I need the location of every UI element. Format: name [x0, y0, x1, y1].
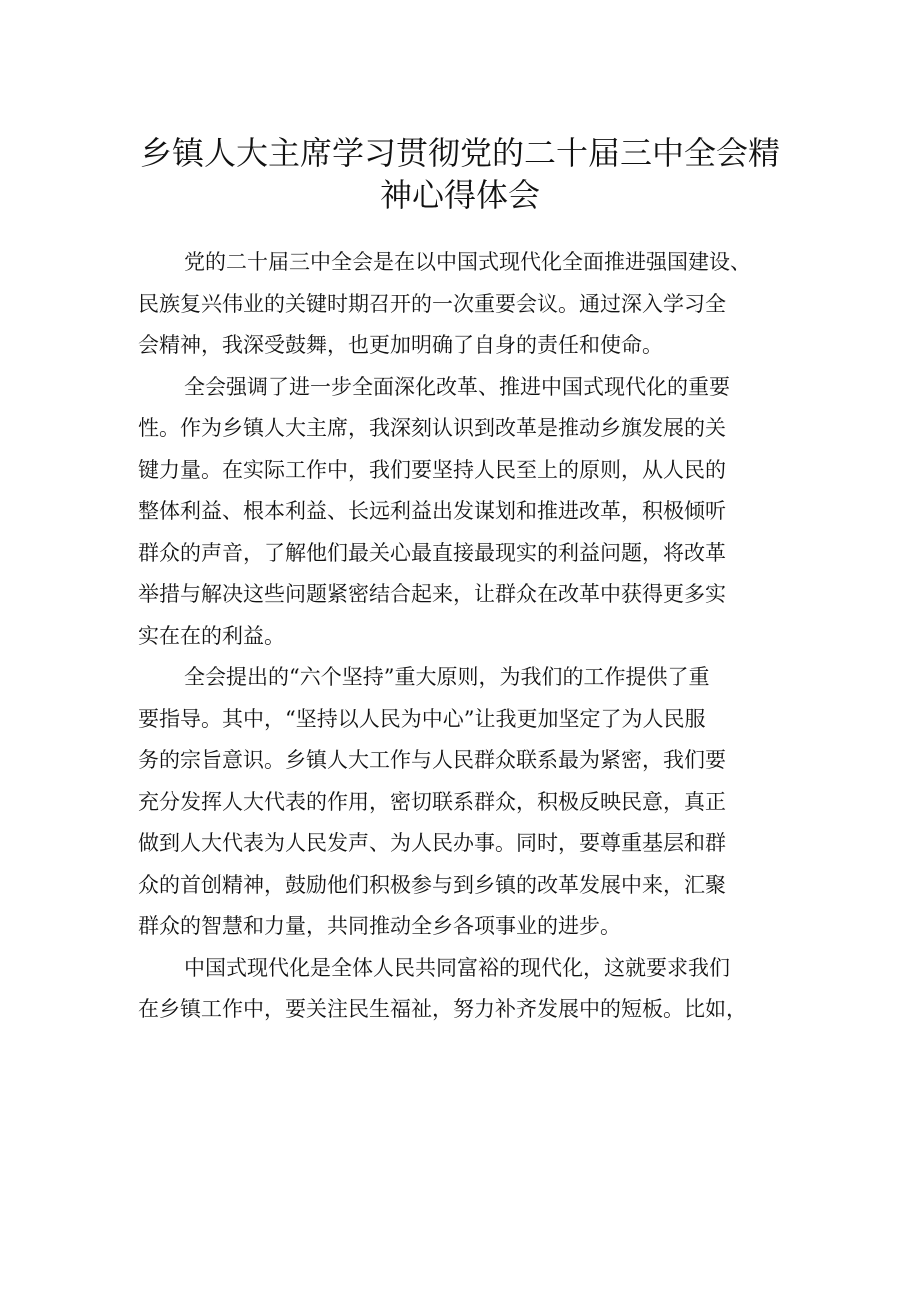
paragraph-line: 整体利益、根本利益、长远利益出发谋划和推进改革，积极倾听 [138, 499, 726, 523]
paragraph-line: 务的宗旨意识。乡镇人大工作与人民群众联系最为紧密，我们要 [138, 748, 726, 772]
paragraph-line: 中国式现代化是全体人民共同富裕的现代化，这就要求我们 [184, 955, 730, 980]
paragraph-line: 充分发挥人大代表的作用，密切联系群众，积极反映民意，真正 [138, 789, 726, 814]
paragraph-line: 全会强调了进一步全面深化改革、推进中国式现代化的重要 [184, 374, 730, 399]
document-title [100, 132, 820, 216]
title-line-2: 神心得体会 [379, 176, 540, 214]
paragraph-4 [138, 948, 798, 1031]
paragraph-line: 民族复兴伟业的关键时期召开的一次重要会议。通过深入学习全 [138, 291, 726, 316]
paragraph-line: 要指导。其中，“坚持以人民为中心”让我更加坚定了为人民服 [138, 706, 706, 731]
paragraph-1 [138, 242, 798, 367]
paragraph-line: 众的首创精神，鼓励他们积极参与到乡镇的改革发展中来，汇聚 [138, 872, 726, 897]
document-body [138, 242, 798, 1031]
paragraph-3 [138, 657, 798, 948]
paragraph-2 [138, 367, 798, 658]
paragraph-line: 群众的智慧和力量，共同推动全乡各项事业的进步。 [138, 914, 621, 938]
paragraph-line: 键力量。在实际工作中，我们要坚持人民至上的原则，从人民的 [138, 457, 726, 482]
paragraph-line: 在乡镇工作中，要关注民生福祉，努力补齐发展中的短板。比如， [138, 997, 747, 1021]
paragraph-line: 党的二十届三中全会是在以中国式现代化全面推进强国建设、 [184, 250, 751, 274]
paragraph-line: 举措与解决这些问题紧密结合起来，让群众在改革中获得更多实 [138, 582, 726, 606]
title-line-1: 乡镇人大主席学习贯彻党的二十届三中全会精 [139, 134, 780, 172]
paragraph-line: 实在在的利益。 [138, 623, 285, 648]
paragraph-line: 性。作为乡镇人大主席，我深刻认识到改革是推动乡旗发展的关 [138, 416, 726, 440]
paragraph-line: 会精神，我深受鼓舞，也更加明确了自身的责任和使命。 [138, 333, 663, 357]
paragraph-line: 全会提出的“六个坚持”重大原则，为我们的工作提供了重 [184, 665, 710, 689]
paragraph-line: 群众的声音，了解他们最关心最直接最现实的利益问题，将改革 [138, 540, 726, 565]
paragraph-line: 做到人大代表为人民发声、为人民办事。同时，要尊重基层和群 [138, 831, 726, 855]
